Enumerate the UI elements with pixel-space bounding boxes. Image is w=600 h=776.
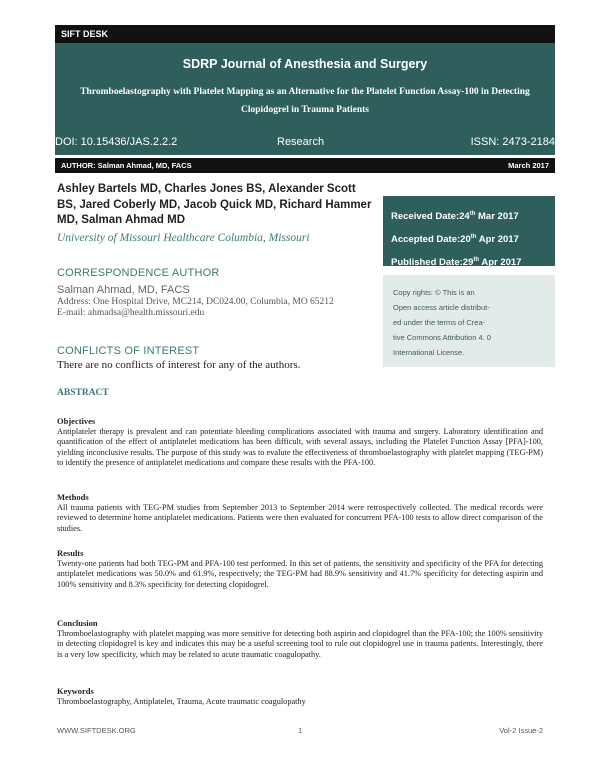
- methods-heading: Methods: [57, 492, 89, 502]
- copyright-line: International License.: [393, 348, 465, 357]
- publisher-name: SIFT DESK: [61, 29, 109, 39]
- copyright-line: Copy rights: © This is an: [393, 288, 475, 297]
- article-title: Thromboelastography with Platelet Mapping as an Alternative for the Platelet Function Assay-100 in Detecting Clopidogrel in Trauma Patients: [80, 87, 530, 115]
- methods-text: All trauma patients with TEG-PM studies from September 2013 to September 2014 were retrospectively collected. The medical records were reviewed to determine home antiplatelet medications. Patients were then evaluated for concurrent PFA-100 tests to allow direct comparison of the studies.: [57, 502, 543, 533]
- accepted-date: Accepted Date:20th Apr 2017: [391, 234, 519, 246]
- objectives-section: [57, 416, 543, 469]
- keywords-text: Thromboelastography, Antiplatelet, Trauma, Acute traumatic coagulopathy: [57, 696, 306, 706]
- keywords-heading: Keywords: [57, 686, 94, 696]
- abstract-heading: ABSTRACT: [57, 388, 109, 398]
- conflicts-heading: CONFLICTS OF INTEREST: [57, 345, 200, 357]
- copyright-line: ed under the terms of Crea-: [393, 318, 486, 327]
- correspondence-name: Salman Ahmad, MD, FACS: [57, 284, 190, 296]
- conclusion-section: [57, 618, 543, 660]
- issue-date: March 2017: [508, 161, 549, 170]
- conclusion-text: Thromboelastography with platelet mapping was more sensitive for detecting both aspirin and clopidogrel than the PFA-100; the 100% sensitivity in detecting clopidogrel is key and indicates this may be a useful screening tool to rule out clopidogrel use in trauma patients. Interestingly, there is a very low specificity, which may be related to acute traumatic coagulopathy.: [57, 628, 543, 659]
- doi: DOI: 10.15436/JAS.2.2.2: [55, 136, 178, 148]
- author-label: AUTHOR: Salman Ahmad, MD, FACS: [61, 161, 192, 170]
- published-date: Published Date:29th Apr 2017: [391, 257, 522, 269]
- received-date: Received Date:24th Mar 2017: [391, 211, 519, 223]
- objectives-text: Antiplatelet therapy is prevalent and can potentiate bleeding complications associated with trauma and surgery. Laboratory identification and quantification of the effect of antiplatelet medications has been difficult, with several assays, including the Platelet Function Assay [PFA]-100, yielding inconclusive results. The purpose of this study was to evalute the effectiveness of thromboelastography with platelet mapping (TEG-PM) to identify the presence of antiplatelet medications and compare these results with the PFA-100.: [57, 426, 543, 468]
- author-list: Ashley Bartels MD, Charles Jones BS, Alexander Scott BS, Jared Coberly MD, Jacob Quick MD, Richard Hammer MD, Salman Ahmad MD: [57, 183, 372, 226]
- journal-banner: [55, 43, 555, 155]
- results-text: Twenty-one patients had both TEG-PM and PFA-100 test performed. In this set of patients, the sensitivity and specificity of the PFA for detecting antiplatelet medications was 50.0% and 61.9%, respectively; the TEG-PM had 88.9% sensitivity and 41.7% specificity for detecting aspirin and 100% sensitivity and 8.3% specificity for detecting clopidogrel.: [57, 558, 543, 589]
- affiliation: University of Missouri Healthcare Columbia, Missouri: [57, 232, 310, 244]
- journal-name: SDRP Journal of Anesthesia and Surgery: [182, 57, 428, 71]
- issn: ISSN: 2473-2184: [470, 136, 555, 148]
- correspondence-email: E-mail: ahmadsa@health.missouri.edu: [57, 308, 205, 318]
- copyright-line: Open access article distribut-: [393, 303, 490, 312]
- results-section: [57, 548, 543, 590]
- keywords-section: [57, 686, 543, 707]
- page-number: 1: [298, 726, 303, 735]
- author-bar: [55, 158, 555, 173]
- article-type: Research: [277, 136, 325, 148]
- copyright-box: [383, 275, 555, 367]
- results-heading: Results: [57, 548, 84, 558]
- correspondence-address: Address: One Hospital Drive, MC214, DC024.00, Columbia, MO 65212: [57, 297, 334, 307]
- dates-box: [383, 196, 555, 269]
- correspondence-heading: CORRESPONDENCE AUTHOR: [57, 267, 220, 279]
- copyright-line: tive Commons Attribution 4. 0: [393, 333, 491, 342]
- footer-website[interactable]: WWW.SIFTDESK.ORG: [57, 726, 136, 735]
- correspondence-address-block: [57, 297, 382, 319]
- methods-section: [57, 492, 543, 534]
- volume-issue: Vol-2 Issue-2: [499, 726, 543, 735]
- publisher-bar: [55, 25, 555, 43]
- objectives-heading: Objectives: [57, 416, 96, 426]
- conclusion-heading: Conclusion: [57, 618, 98, 628]
- conflicts-text: There are no conflicts of interest for any of the authors.: [57, 359, 301, 371]
